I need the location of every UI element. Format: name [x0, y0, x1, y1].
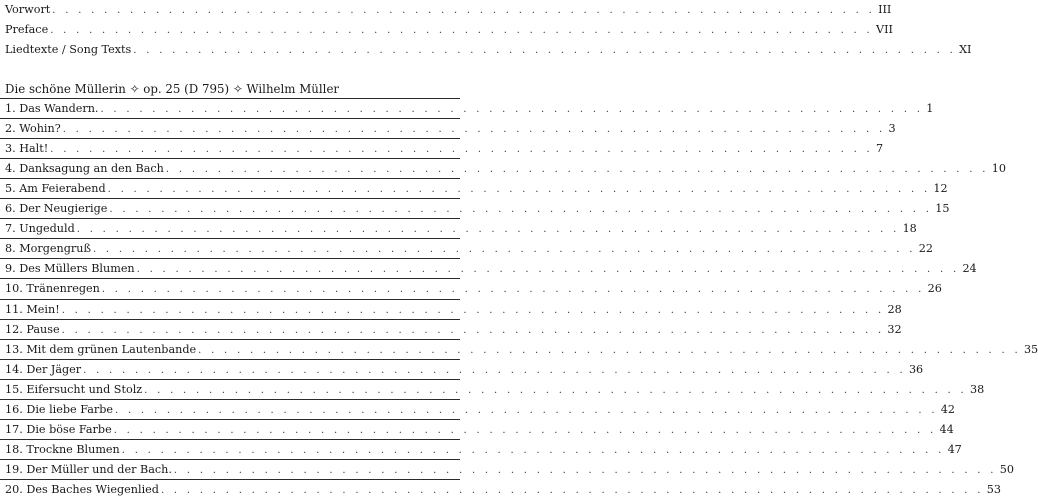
- song-page-number: 42: [940, 403, 956, 416]
- song-page-number: 26: [927, 282, 942, 295]
- song-title: 6. Der Neugierige: [5, 202, 108, 215]
- song-title: 19. Der Müller und der Bach.: [5, 463, 172, 476]
- song-row: [5, 420, 954, 439]
- song-row: [5, 99, 934, 118]
- song-page-number: 32: [887, 323, 902, 336]
- song-title: 13. Mit dem grünen Lautenbande: [5, 343, 197, 356]
- song-title: 10. Tränenregen: [5, 282, 100, 295]
- song-row: [5, 259, 977, 278]
- dot-leader: . . . . . . . . . . . . . . . . . . . . . . . . . . . . . . . . . . . . . . . . . . . . . . . . . . . . . . . . . . . . . . . .: [173, 465, 997, 476]
- dot-leader: . . . . . . . . . . . . . . . . . . . . . . . . . . . . . . . . . . . . . . . . . . . . . . . . . . . . . . . . . . . . . . . .: [52, 5, 876, 16]
- dot-leader: . . . . . . . . . . . . . . . . . . . . . . . . . . . . . . . . . . . . . . . . . . . . . . . . . . . . . . . . . . . . . . . .: [101, 284, 925, 295]
- song-title: 12. Pause: [5, 323, 60, 336]
- dot-leader: . . . . . . . . . . . . . . . . . . . . . . . . . . . . . . . . . . . . . . . . . . . . . . . . . . . . . . . . . . . . . . . .: [136, 264, 960, 275]
- song-title: 8. Morgengruß: [5, 242, 91, 255]
- toc-page-number: XI: [959, 43, 972, 56]
- dot-leader: . . . . . . . . . . . . . . . . . . . . . . . . . . . . . . . . . . . . . . . . . . . . . . . . . . . . . . . . . . . . . . . .: [198, 345, 1021, 356]
- dot-leader: . . . . . . . . . . . . . . . . . . . . . . . . . . . . . . . . . . . . . . . . . . . . . . . . . . . . . . . . . . . . . . . .: [62, 124, 886, 135]
- song-page-number: 1: [926, 102, 934, 115]
- toc-row-song-texts: [5, 40, 972, 60]
- song-page-number: 18: [902, 222, 917, 235]
- song-title: 1. Das Wandern.: [5, 102, 99, 115]
- song-row: [5, 159, 1006, 178]
- toc-entry-title: Liedtexte / Song Texts: [5, 43, 132, 56]
- song-page-number: 10: [991, 162, 1006, 175]
- song-title: 3. Halt!: [5, 142, 49, 155]
- toc-entry-title: Preface: [5, 23, 49, 36]
- song-title: 20. Des Baches Wiegenlied: [5, 483, 159, 496]
- dot-leader: . . . . . . . . . . . . . . . . . . . . . . . . . . . . . . . . . . . . . . . . . . . . . . . . . . . . . . . . . . . . . . . .: [107, 184, 931, 195]
- dot-leader: . . . . . . . . . . . . . . . . . . . . . . . . . . . . . . . . . . . . . . . . . . . . . . . . . . . . . . . . . . . . . . . .: [61, 305, 885, 316]
- dot-leader: . . . . . . . . . . . . . . . . . . . . . . . . . . . . . . . . . . . . . . . . . . . . . . . . . . . . . . . . . . . . . . . .: [92, 244, 916, 255]
- song-row: [5, 139, 884, 158]
- song-row: [5, 380, 985, 399]
- song-row: [5, 340, 1038, 359]
- song-page-number: 22: [918, 242, 933, 255]
- song-row: [5, 179, 948, 198]
- song-page-number: 38: [969, 383, 985, 396]
- dot-leader: . . . . . . . . . . . . . . . . . . . . . . . . . . . . . . . . . . . . . . . . . . . . . . . . . . . . . . . . . . . . . . . .: [113, 425, 937, 436]
- dot-leader: . . . . . . . . . . . . . . . . . . . . . . . . . . . . . . . . . . . . . . . . . . . . . . . . . . . . . . . . . . . . . . . .: [121, 445, 945, 456]
- song-title: 14. Der Jäger: [5, 363, 82, 376]
- song-title: 9. Des Müllers Blumen: [5, 262, 135, 275]
- song-row: [5, 119, 896, 138]
- dot-leader: . . . . . . . . . . . . . . . . . . . . . . . . . . . . . . . . . . . . . . . . . . . . . . . . . . . . . . . . . . . . . . . .: [100, 104, 924, 115]
- dot-leader: . . . . . . . . . . . . . . . . . . . . . . . . . . . . . . . . . . . . . . . . . . . . . . . . . . . . . . . . . . . . . . . .: [115, 405, 938, 416]
- dot-leader: . . . . . . . . . . . . . . . . . . . . . . . . . . . . . . . . . . . . . . . . . . . . . . . . . . . . . . . . . . . . . . . .: [61, 325, 885, 336]
- dot-leader: . . . . . . . . . . . . . . . . . . . . . . . . . . . . . . . . . . . . . . . . . . . . . . . . . . . . . . . . . . . . . . . .: [50, 25, 873, 36]
- dot-leader: . . . . . . . . . . . . . . . . . . . . . . . . . . . . . . . . . . . . . . . . . . . . . . . . . . . . . . . . . . . . . . . .: [76, 224, 900, 235]
- song-row: [5, 400, 956, 419]
- dot-leader: . . . . . . . . . . . . . . . . . . . . . . . . . . . . . . . . . . . . . . . . . . . . . . . . . . . . . . . . . . . . . . . .: [133, 45, 957, 56]
- song-page-number: 44: [939, 423, 954, 436]
- dot-leader: . . . . . . . . . . . . . . . . . . . . . . . . . . . . . . . . . . . . . . . . . . . . . . . . . . . . . . . . . . . . . . . .: [50, 144, 874, 155]
- song-page-number: 15: [935, 202, 950, 215]
- song-title: 11. Mein!: [5, 303, 60, 316]
- song-page-number: 47: [947, 443, 962, 456]
- dot-leader: . . . . . . . . . . . . . . . . . . . . . . . . . . . . . . . . . . . . . . . . . . . . . . . . . . . . . . . . . . . . . . . .: [83, 365, 906, 376]
- toc-page-number: III: [878, 3, 892, 16]
- song-row: [5, 480, 1001, 499]
- song-page-number: 24: [962, 262, 977, 275]
- dot-leader: . . . . . . . . . . . . . . . . . . . . . . . . . . . . . . . . . . . . . . . . . . . . . . . . . . . . . . . . . . . . . . . .: [165, 164, 989, 175]
- song-row: [5, 360, 924, 379]
- song-title: 7. Ungeduld: [5, 222, 75, 235]
- song-page-number: 35: [1023, 343, 1038, 356]
- song-title: 2. Wohin?: [5, 122, 61, 135]
- song-title: 4. Danksagung an den Bach: [5, 162, 164, 175]
- song-row: [5, 460, 1014, 479]
- song-title: 18. Trockne Blumen: [5, 443, 120, 456]
- song-page-number: 36: [908, 363, 924, 376]
- toc-page-number: VII: [876, 23, 893, 36]
- toc-row-vorwort: [5, 0, 892, 20]
- song-page-number: 53: [986, 483, 1001, 496]
- song-page-number: 28: [887, 303, 902, 316]
- song-title: 15. Eifersucht und Stolz: [5, 383, 143, 396]
- song-row: [5, 440, 962, 459]
- song-row: [5, 300, 902, 319]
- section-heading: Die schöne Müllerin ✧ op. 25 (D 795) ✧ Wilhelm Müller: [5, 82, 340, 96]
- song-page-number: 12: [933, 182, 948, 195]
- song-row: [5, 219, 917, 238]
- song-page-number: 50: [999, 463, 1014, 476]
- song-title: 16. Die liebe Farbe: [5, 403, 113, 416]
- dot-leader: . . . . . . . . . . . . . . . . . . . . . . . . . . . . . . . . . . . . . . . . . . . . . . . . . . . . . . . . . . . . . . . .: [144, 385, 967, 396]
- dot-leader: . . . . . . . . . . . . . . . . . . . . . . . . . . . . . . . . . . . . . . . . . . . . . . . . . . . . . . . . . . . . . . . .: [109, 204, 933, 215]
- song-row: [5, 279, 942, 298]
- song-row: [5, 239, 933, 258]
- song-row: [5, 320, 902, 339]
- song-title: 17. Die böse Farbe: [5, 423, 112, 436]
- toc-entry-title: Vorwort: [5, 3, 51, 16]
- dot-leader: . . . . . . . . . . . . . . . . . . . . . . . . . . . . . . . . . . . . . . . . . . . . . . . . . . . . . . . . . . . . . . . .: [160, 485, 984, 496]
- song-page-number: 3: [888, 122, 896, 135]
- song-row: [5, 199, 950, 218]
- song-title: 5. Am Feierabend: [5, 182, 106, 195]
- song-page-number: 7: [876, 142, 884, 155]
- toc-row-preface: [5, 20, 893, 40]
